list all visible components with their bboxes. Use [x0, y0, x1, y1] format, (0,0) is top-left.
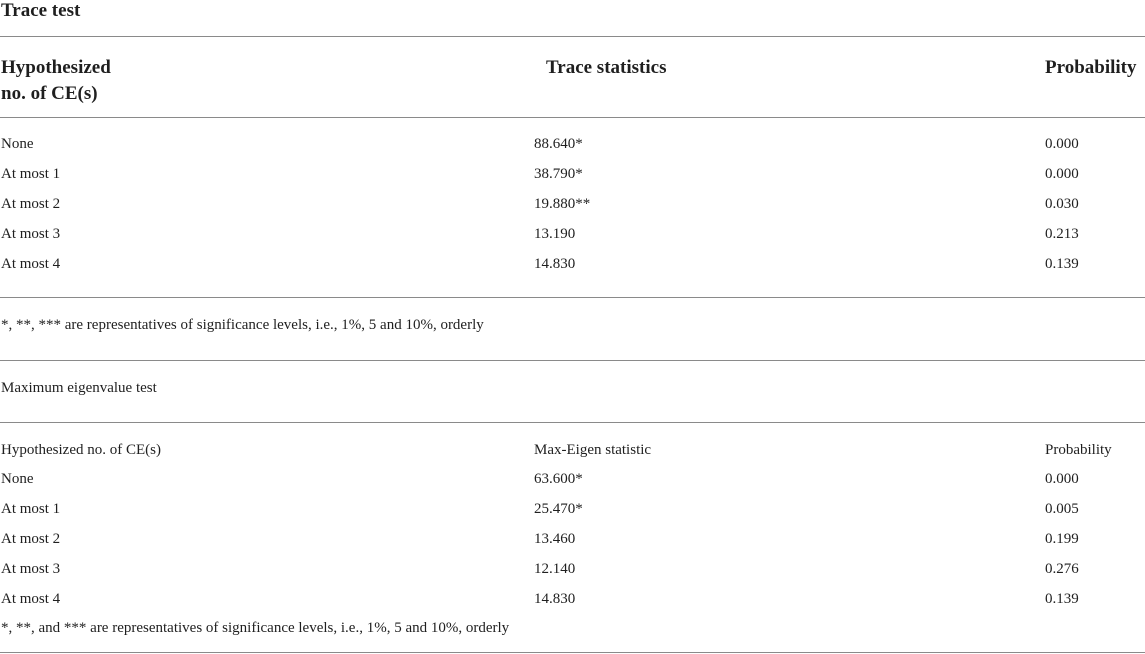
- trace-row-0-probability: 0.000: [1045, 136, 1079, 152]
- trace-row-1-hypothesis: At most 1: [1, 166, 61, 182]
- trace-header-statistic: Trace statistics: [546, 57, 667, 78]
- rule-bottom: [0, 652, 1145, 653]
- rule-trace-header: [0, 117, 1145, 118]
- maxeigen-header-hypothesized: Hypothesized no. of CE(s): [1, 442, 161, 458]
- rule-maxeigen-title: [0, 422, 1145, 423]
- maxeigen-row-3-probability: 0.276: [1045, 561, 1079, 577]
- maxeigen-row-1-statistic: 25.470*: [534, 501, 583, 517]
- trace-row-3-statistic: 13.190: [534, 226, 576, 242]
- trace-row-1-probability: 0.000: [1045, 166, 1079, 182]
- trace-row-3-hypothesis: At most 3: [1, 226, 61, 242]
- trace-test-title: Trace test: [1, 0, 81, 21]
- maxeigen-row-2-hypothesis: At most 2: [1, 531, 61, 547]
- trace-row-2-statistic: 19.880**: [534, 196, 591, 212]
- maxeigen-row-3-hypothesis: At most 3: [1, 561, 61, 577]
- maxeigen-row-0-statistic: 63.600*: [534, 471, 583, 487]
- trace-row-1-statistic: 38.790*: [534, 166, 583, 182]
- trace-header-hypothesized-line1: Hypothesized: [1, 57, 111, 78]
- trace-header-hypothesized-line2: no. of CE(s): [1, 83, 98, 104]
- rule-trace-bottom: [0, 297, 1145, 298]
- rule-footnote: [0, 360, 1145, 361]
- maxeigen-row-4-probability: 0.139: [1045, 591, 1079, 607]
- maxeigen-row-2-probability: 0.199: [1045, 531, 1079, 547]
- trace-footnote: *, **, *** are representatives of significance levels, i.e., 1%, 5 and 10%, orderly: [1, 317, 484, 333]
- maxeigen-row-3-statistic: 12.140: [534, 561, 576, 577]
- maxeigen-row-1-probability: 0.005: [1045, 501, 1079, 517]
- rule-top: [0, 36, 1145, 37]
- maxeigen-title: Maximum eigenvalue test: [1, 380, 157, 396]
- maxeigen-row-0-hypothesis: None: [1, 471, 34, 487]
- maxeigen-row-1-hypothesis: At most 1: [1, 501, 61, 517]
- trace-row-0-statistic: 88.640*: [534, 136, 583, 152]
- maxeigen-row-2-statistic: 13.460: [534, 531, 576, 547]
- trace-row-4-probability: 0.139: [1045, 256, 1079, 272]
- trace-row-2-probability: 0.030: [1045, 196, 1079, 212]
- maxeigen-row-4-statistic: 14.830: [534, 591, 576, 607]
- trace-row-0-hypothesis: None: [1, 136, 34, 152]
- trace-header-probability: Probability: [1045, 57, 1137, 78]
- maxeigen-footnote: *, **, and *** are representatives of significance levels, i.e., 1%, 5 and 10%, orderly: [1, 620, 510, 636]
- maxeigen-header-probability: Probability: [1045, 442, 1112, 458]
- trace-row-2-hypothesis: At most 2: [1, 196, 61, 212]
- trace-row-3-probability: 0.213: [1045, 226, 1079, 242]
- trace-row-4-hypothesis: At most 4: [1, 256, 61, 272]
- maxeigen-header-statistic: Max-Eigen statistic: [534, 442, 652, 458]
- maxeigen-row-0-probability: 0.000: [1045, 471, 1079, 487]
- maxeigen-row-4-hypothesis: At most 4: [1, 591, 61, 607]
- trace-row-4-statistic: 14.830: [534, 256, 576, 272]
